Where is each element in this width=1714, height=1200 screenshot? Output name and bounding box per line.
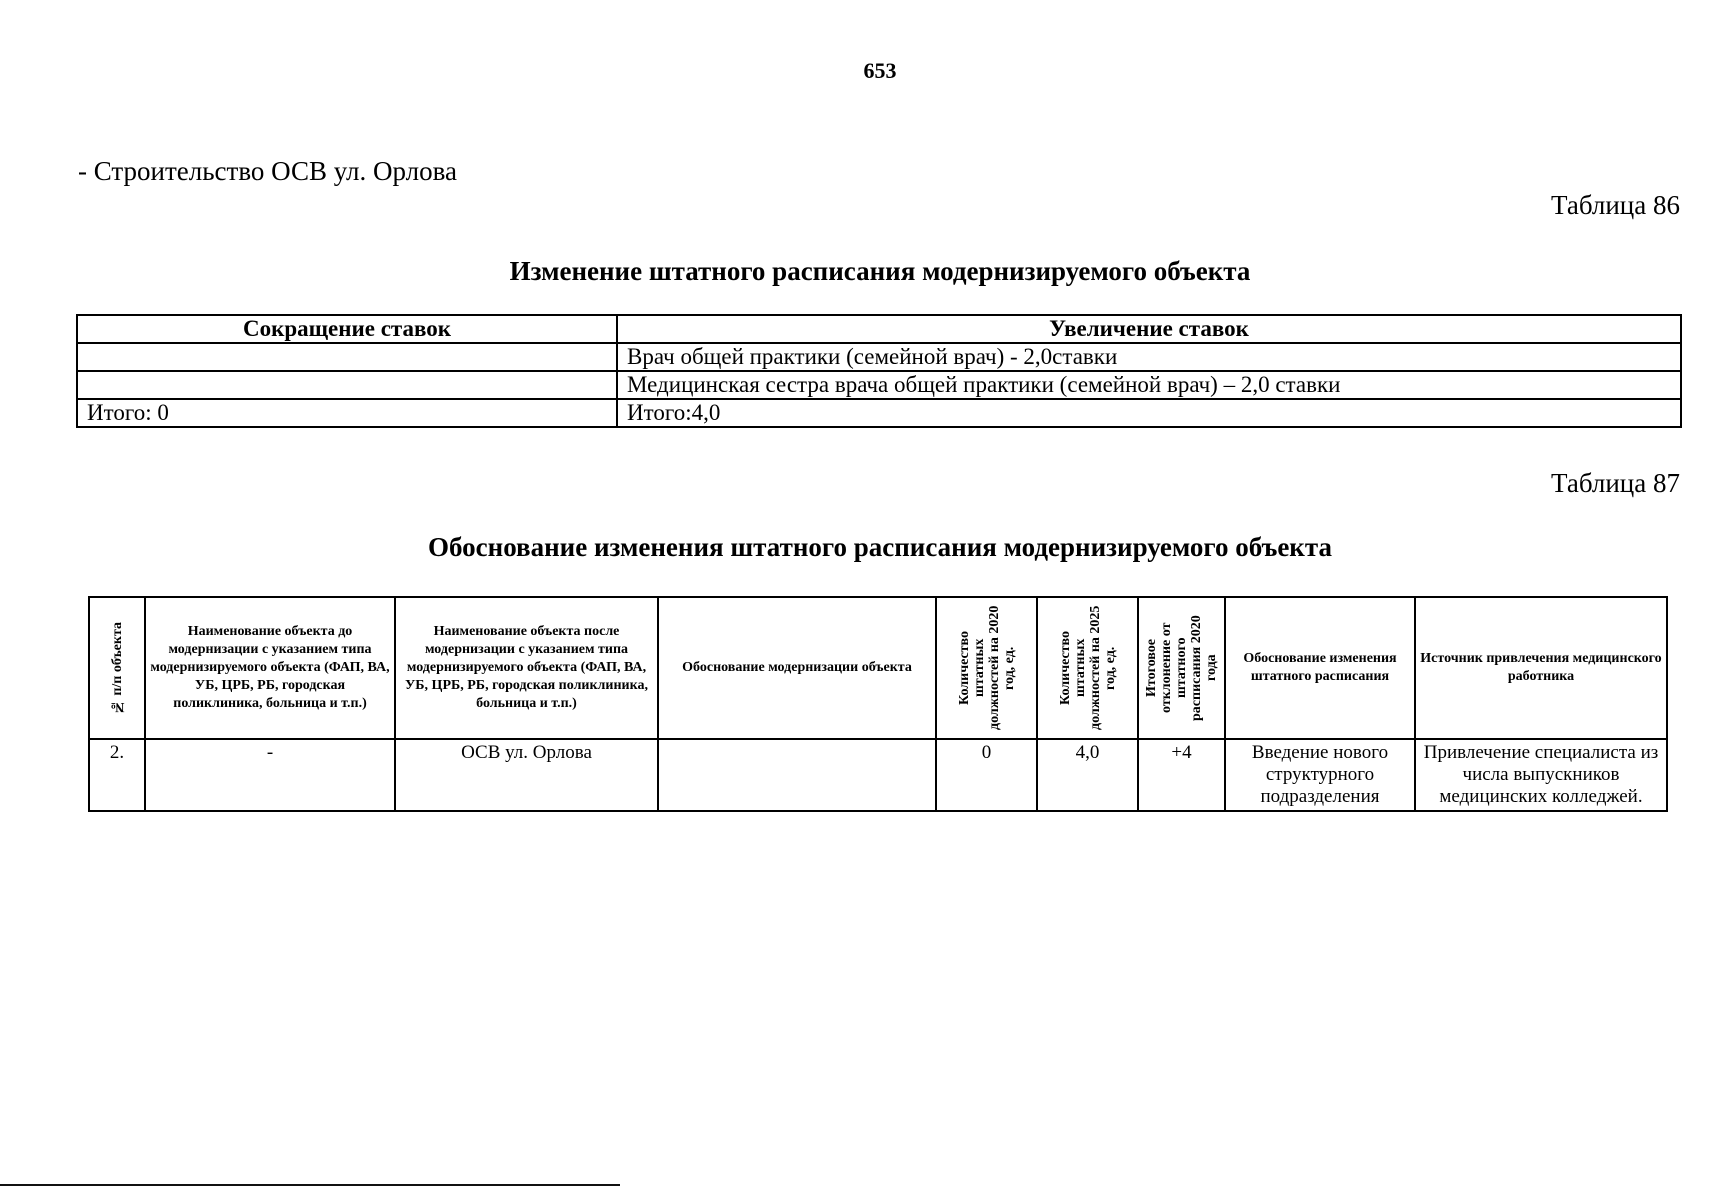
header-cuts: Сокращение ставок: [77, 315, 617, 343]
table-86: [76, 314, 1682, 428]
table-87-title: Обоснование изменения штатного расписания модернизируемого объекта: [428, 532, 1332, 562]
table-row: [77, 343, 1681, 371]
header-increase: Увеличение ставок: [617, 315, 1681, 343]
table-87-label: Таблица 87: [1551, 468, 1680, 498]
table-row: [89, 739, 1667, 811]
header-staff-change-reason: Обоснование изменения штатного расписания: [1225, 597, 1415, 739]
cell-worker-source: Привлечение специалиста из числа выпускников медицинских колледжей.: [1415, 739, 1667, 811]
cell-object-after: ОСВ ул. Орлова: [395, 739, 658, 811]
cell-cuts: [77, 371, 617, 399]
header-number-text: № п/п объекта: [109, 621, 125, 715]
table-total-row: [77, 399, 1681, 427]
table-86-title: Изменение штатного расписания модернизируемого объекта: [509, 256, 1251, 286]
table-87-header-row: [89, 597, 1667, 739]
header-deviation: [1138, 597, 1225, 739]
header-staff-2020-text: Количество штатных должностей на 2020 год, ед.: [956, 605, 1017, 731]
cell-staff-2020: 0: [936, 739, 1037, 811]
cell-staff-change-reason: Введение нового структурного подразделения: [1225, 739, 1415, 811]
cell-object-before: -: [145, 739, 395, 811]
cell-increase: Медицинская сестра врача общей практики (семейной врач) – 2,0 ставки: [617, 371, 1681, 399]
header-staff-2025: [1037, 597, 1138, 739]
cell-total-cuts: Итого: 0: [77, 399, 617, 427]
page-number: 653: [863, 58, 897, 83]
header-object-after: Наименование объекта после модернизации с указанием типа модернизируемого объекта (ФАП, ВА, УБ, ЦРБ, РБ, городская поликлиника, больница и т.п.): [395, 597, 658, 739]
header-staff-2025-text: Количество штатных должностей на 2025 год, ед.: [1057, 605, 1118, 731]
table-86-header-row: [77, 315, 1681, 343]
cell-modernization-reason: [658, 739, 936, 811]
header-deviation-text: Итоговое отклонение от штатного расписания 2020 года: [1144, 615, 1219, 721]
table-86-label: Таблица 86: [1551, 190, 1680, 220]
cell-total-increase: Итого:4,0: [617, 399, 1681, 427]
table-row: [77, 371, 1681, 399]
header-staff-2020: [936, 597, 1037, 739]
cell-number: 2.: [89, 739, 145, 811]
cell-staff-2025: 4,0: [1037, 739, 1138, 811]
footer-rule: [0, 1184, 620, 1186]
header-object-before: Наименование объекта до модернизации с указанием типа модернизируемого объекта (ФАП, ВА, УБ, ЦРБ, РБ, городская поликлиника, больница и т.п.): [145, 597, 395, 739]
table-87: [88, 596, 1668, 812]
header-number: [89, 597, 145, 739]
cell-cuts: [77, 343, 617, 371]
header-modernization-reason: Обоснование модернизации объекта: [658, 597, 936, 739]
cell-deviation: +4: [1138, 739, 1225, 811]
section-heading: - Строительство ОСВ ул. Орлова: [78, 156, 458, 186]
cell-increase: Врач общей практики (семейной врач) - 2,0ставки: [617, 343, 1681, 371]
header-worker-source: Источник привлечения медицинского работника: [1415, 597, 1667, 739]
